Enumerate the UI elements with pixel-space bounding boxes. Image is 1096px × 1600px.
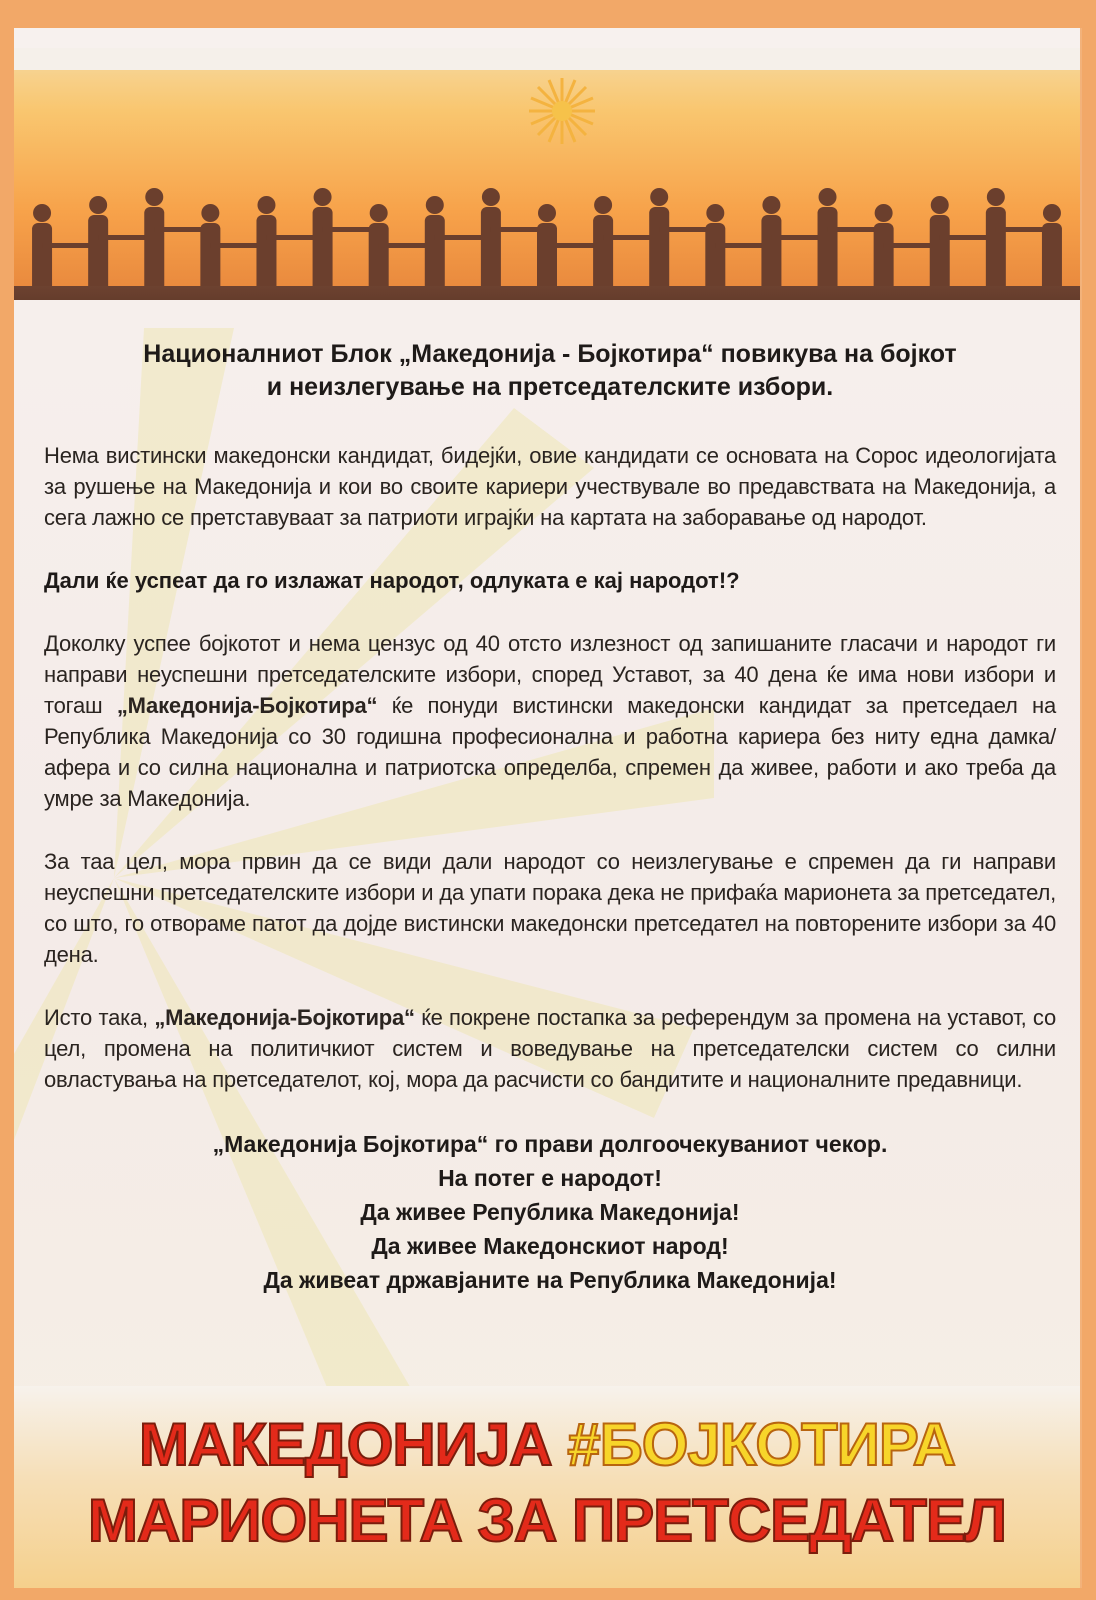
person-head [33, 204, 51, 222]
paragraph-1: Нема вистински македонски кандидат, бидејќи, овие кандидати се основата на Сорос идеологијата за рушење на Македонија и кои во своите кариери учествувале во предавствата на Македонија, а сега лажно се претставуваат за патриоти играјќи на картата на заборавање од народот. [44, 443, 1056, 530]
person-head [257, 196, 275, 214]
headline-line-2: и неизлегување на претседателските избори. [266, 373, 834, 401]
slogans [44, 1127, 1056, 1297]
person-head [875, 204, 893, 222]
footer-banner [14, 1386, 1080, 1588]
person-body [986, 207, 1006, 298]
people-silhouettes [14, 178, 1080, 298]
paragraph-4: За таа цел, мора првин да се види дали народот со неизлегување е спремен да ги направи неуспешни претседателските избори и да упати порака дека не прифаќа марионета за претседател, со што, го отвораме патот да дојде вистински македонски претседател на повторените избори за 40 дена. [44, 849, 1056, 967]
person-head [538, 204, 556, 222]
person-head [931, 196, 949, 214]
person-body [649, 207, 669, 298]
person-head [426, 196, 444, 214]
person-head [314, 188, 332, 206]
question-line: Дали ќе успеат да го излажат народот, одлуката е кај народот!? [44, 568, 740, 593]
person-head [706, 204, 724, 222]
person-head [987, 188, 1005, 206]
ground-strip [14, 286, 1080, 300]
person-head [89, 196, 107, 214]
person-head [145, 188, 163, 206]
person-head [819, 188, 837, 206]
p5-text-b: ќе покрене постапка за референдум за промена на уставот, со цел, промена на политичкиот систем и воведување на претседателски систем со силни овластувања на претседателот, кој, мора да расчисти со бандитите и националните предавници. [44, 1005, 1056, 1092]
slogan-3: Да живее Република Македонија! [360, 1199, 740, 1225]
paragraph-3 [44, 628, 1056, 814]
p3-bold: „Македонија-Бојкотира“ [116, 693, 378, 718]
p3-text-a: Доколку успее бојкотот и нема цензус од 40 отсто излезност од запишаните гласачи и народот ги направи неуспешни претседателските избори, според Уставот, за 40 дена ќе има нови избори и тогаш [44, 631, 1056, 718]
person-body [481, 207, 501, 298]
headline [44, 338, 1056, 404]
footer-red-text: МАКЕДОНИЈА [139, 1411, 568, 1478]
flyer-page [14, 28, 1080, 1588]
banner-top-strip [14, 48, 1080, 70]
person-head [650, 188, 668, 206]
header-banner [14, 48, 1080, 300]
p5-bold: „Македонија-Бојкотира“ [154, 1005, 415, 1030]
footer-line-1 [14, 1410, 1080, 1479]
headline-line-1: Националниот Блок „Македонија - Бојкотира“ повикува на бојкот [143, 340, 957, 368]
vergina-sun-icon [529, 78, 595, 144]
footer-line-2: МАРИОНЕТА ЗА ПРЕТСЕДАТЕЛ [88, 1487, 1006, 1554]
paragraph-5 [44, 1002, 1056, 1095]
person-head [1043, 204, 1061, 222]
person-head [370, 204, 388, 222]
slogan-4: Да живее Македонскиот народ! [371, 1233, 729, 1259]
p3-text-b: ќе понуди вистински македонски кандидат за претседаел на Република Македонија со 30 годишна професионална и работна кариера без ниту една дамка/афера и со силна национална и патриотска определба, спремен да живее, работи и ако треба да умре за Македонија. [44, 693, 1057, 811]
person-head [762, 196, 780, 214]
p5-text-a: Исто така, [44, 1005, 155, 1030]
slogan-2: На потег е народот! [438, 1165, 662, 1191]
person-body [313, 207, 333, 298]
person-body [144, 207, 164, 298]
slogan-1: „Македонија Бојкотира“ го прави долгоочекуваниот чекор. [212, 1131, 888, 1157]
main-content [44, 338, 1056, 1297]
person-head [482, 188, 500, 206]
person-head [594, 196, 612, 214]
person-head [201, 204, 219, 222]
person-body [818, 207, 838, 298]
slogan-5: Да живеат државјаните на Република Македонија! [263, 1267, 837, 1293]
footer-yellow-hashtag: #БОЈКОТИРА [567, 1411, 955, 1478]
